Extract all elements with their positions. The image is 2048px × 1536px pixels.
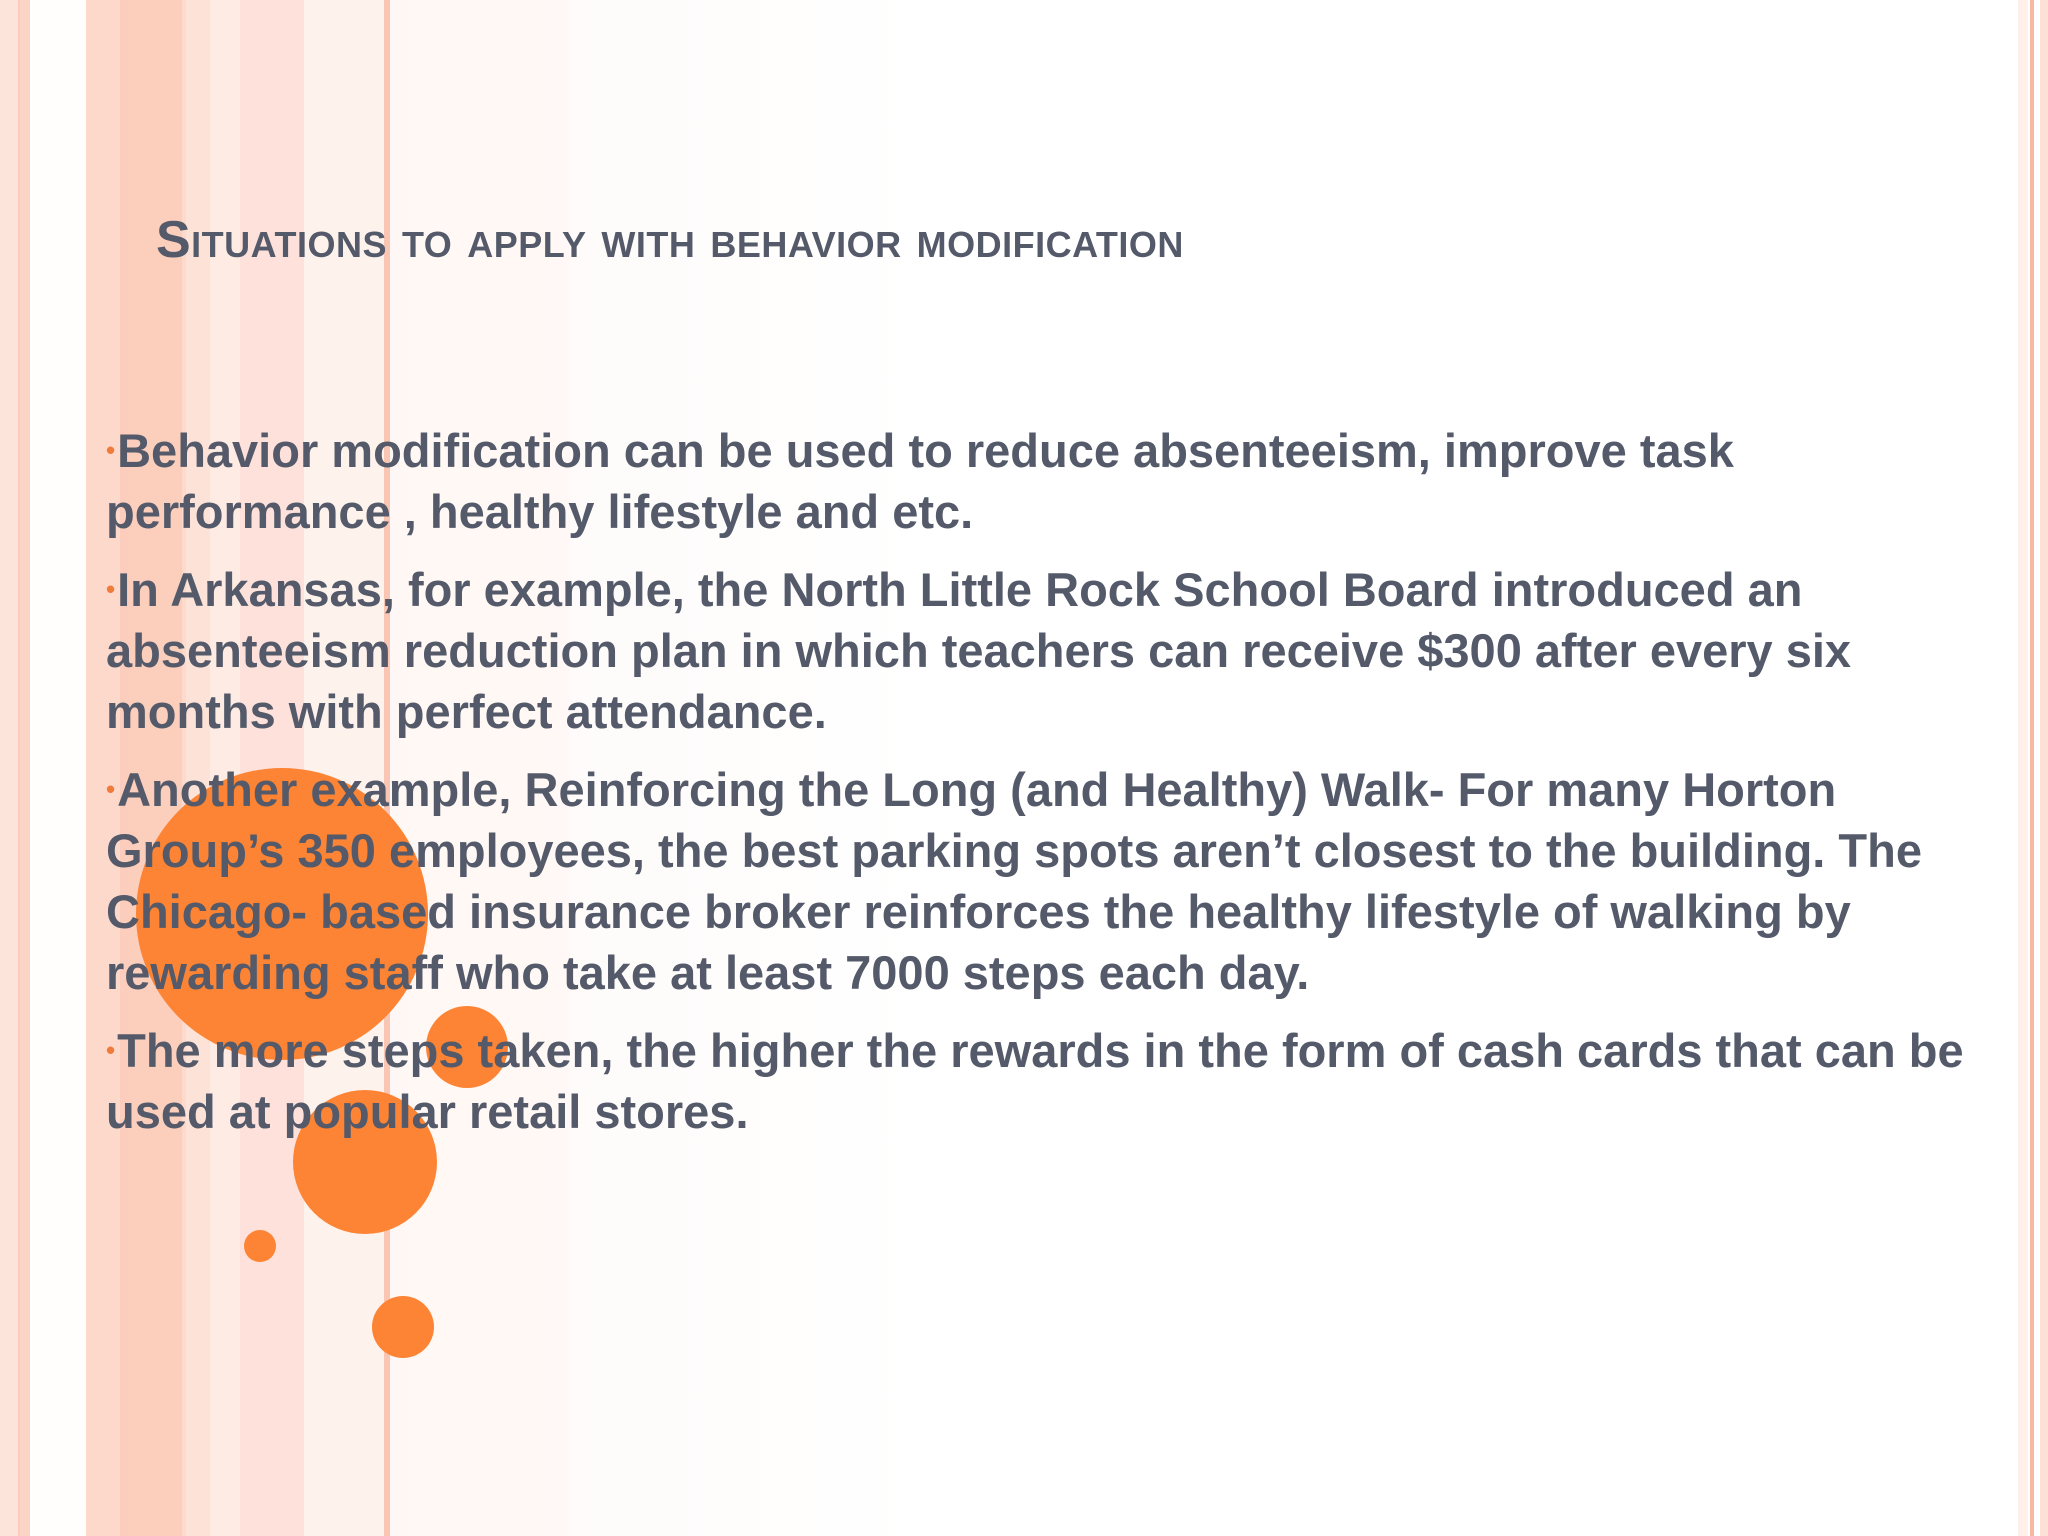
decor-circle-dot — [244, 1230, 276, 1262]
bullet-text: The more steps taken, the higher the rewards in the form of cash cards that can be used at popular retail stores. — [106, 1024, 1964, 1138]
bullet-icon: • — [106, 774, 116, 804]
bullet-item — [106, 759, 1986, 1003]
decor-stripe-right — [2018, 0, 2028, 1536]
bullet-icon: • — [106, 574, 116, 604]
decor-stripe-right — [2040, 0, 2048, 1536]
bullet-list — [106, 420, 1986, 1159]
slide-title: Situations to apply with behavior modification — [156, 211, 1184, 269]
bullet-text: Another example, Reinforcing the Long (and Healthy) Walk- For many Horton Group’s 350 employees, the best parking spots aren’t closest to the building. The Chicago- based insurance broker reinforces the healthy lifestyle of walking by rewarding staff who take at least 7000 steps each day. — [106, 763, 1922, 999]
bullet-item — [106, 559, 1986, 742]
decor-stripe-right — [2030, 0, 2034, 1536]
decor-stripe — [0, 0, 20, 1536]
bullet-item — [106, 420, 1986, 542]
bullet-text: Behavior modification can be used to reduce absenteeism, improve task performance , healthy lifestyle and etc. — [106, 424, 1734, 538]
decor-stripe — [30, 0, 86, 1536]
bullet-icon: • — [106, 435, 116, 465]
bullet-item — [106, 1020, 1986, 1142]
decor-circle-small — [372, 1296, 434, 1358]
bullet-text: In Arkansas, for example, the North Little Rock School Board introduced an absenteeism reduction plan in which teachers can receive $300 after every six months with perfect attendance. — [106, 563, 1852, 738]
bullet-icon: • — [106, 1035, 116, 1065]
decor-stripe — [18, 0, 30, 1536]
